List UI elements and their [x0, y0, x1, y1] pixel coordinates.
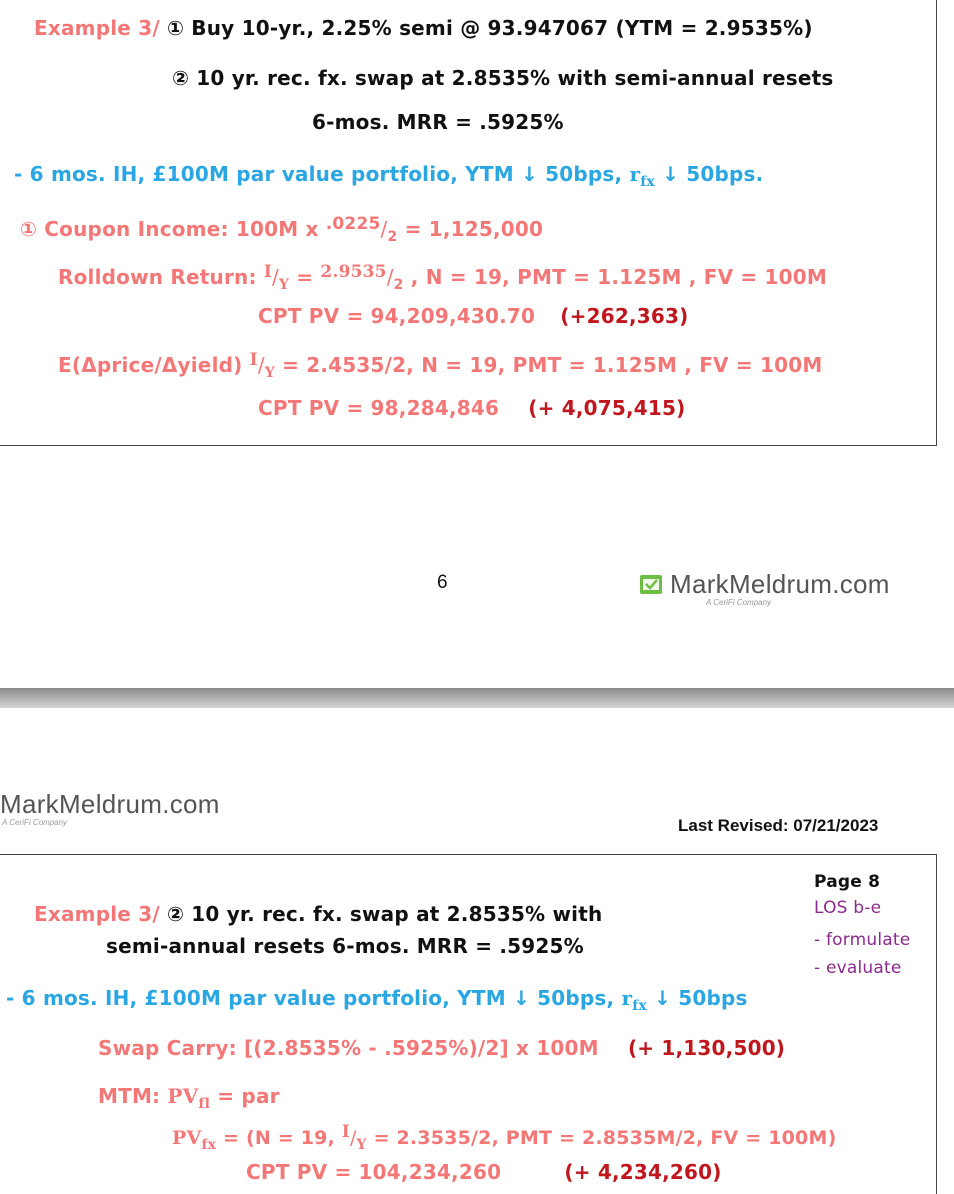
- rolldown-line: Rolldown Return: $^I/_Y = ^{2.9535}/_2$ , N = 19, PMT = 1.125M , FV = 100M: [58, 262, 827, 293]
- bottom-cpt-pv-line: CPT PV = 104,234,260 (+ 4,234,260): [246, 1160, 722, 1184]
- page-separator: [0, 688, 954, 708]
- delta-value: (+262,363): [560, 304, 689, 328]
- logo-bottom: MarkMeldrum.com A CeriFi Company: [0, 789, 220, 827]
- bottom-example-line-1: Example 3/ ② 10 yr. rec. fx. swap at 2.8535% with: [34, 902, 603, 926]
- bottom-example-line-2: semi-annual resets 6-mos. MRR = .5925%: [106, 934, 584, 958]
- e-price-yield-line: E(Δprice/Δyield) $^I/_Y = 2.4535/2$, N = 19, PMT = 1.125M , FV = 100M: [58, 350, 823, 381]
- example-line-1: [34, 16, 813, 40]
- last-revised: Last Revised: 07/21/2023: [678, 816, 879, 835]
- logo-top: MarkMeldrum.com A CeriFi Company: [670, 569, 890, 607]
- los-item: - formulate: [814, 930, 911, 950]
- page-label: Page 8: [814, 872, 881, 892]
- buy-bond-text: ① Buy 10-yr., 2.25% semi @ 93.947067 (YTM = 2.9535%): [167, 16, 813, 40]
- delta-value: (+ 1,130,500): [627, 1036, 786, 1060]
- swap-carry-line: Swap Carry: [(2.8535% - .5925%)/2] x 100M (+ 1,130,500): [98, 1036, 786, 1060]
- bottom-horizon-line: - 6 mos. IH, £100M par value portfolio, YTM ↓ 50bps, $r_{fx}$ ↓ 50bps: [6, 986, 748, 1014]
- delta-value: (+ 4,234,260): [564, 1160, 722, 1184]
- pvfx-line: $PV_{fx} = (N = 19$, $I/_Y = 2.3535/2$, PMT = 2.8535M/2, FV = 100M): [172, 1122, 837, 1153]
- mrr-line: 6-mos. MRR = .5925%: [312, 110, 564, 134]
- los-item: - evaluate: [814, 958, 902, 978]
- horizon-line: - 6 mos. IH, £100M par value portfolio, YTM ↓ 50bps, $r_{fx}$ ↓ 50bps.: [14, 162, 764, 190]
- cpt-pv-line-1: CPT PV = 94,209,430.70 (+262,363): [258, 304, 689, 328]
- delta-value: (+ 4,075,415): [528, 396, 686, 420]
- page-number: 6: [437, 572, 448, 593]
- example-label: Example 3/: [34, 902, 160, 926]
- mail-check-icon: [640, 575, 662, 594]
- swap-line: ② 10 yr. rec. fx. swap at 2.8535% with semi-annual resets: [172, 66, 834, 90]
- cpt-pv-line-2: CPT PV = 98,284,846 (+ 4,075,415): [258, 396, 686, 420]
- mtm-line: MTM: $PV_{fl}$ = par: [98, 1084, 280, 1112]
- example-label: Example 3/: [34, 16, 160, 40]
- coupon-income-line: ① Coupon Income: 100M x $^{.0225}/_2 = 1,125,000$: [20, 214, 544, 245]
- los-label: LOS b-e: [814, 898, 882, 918]
